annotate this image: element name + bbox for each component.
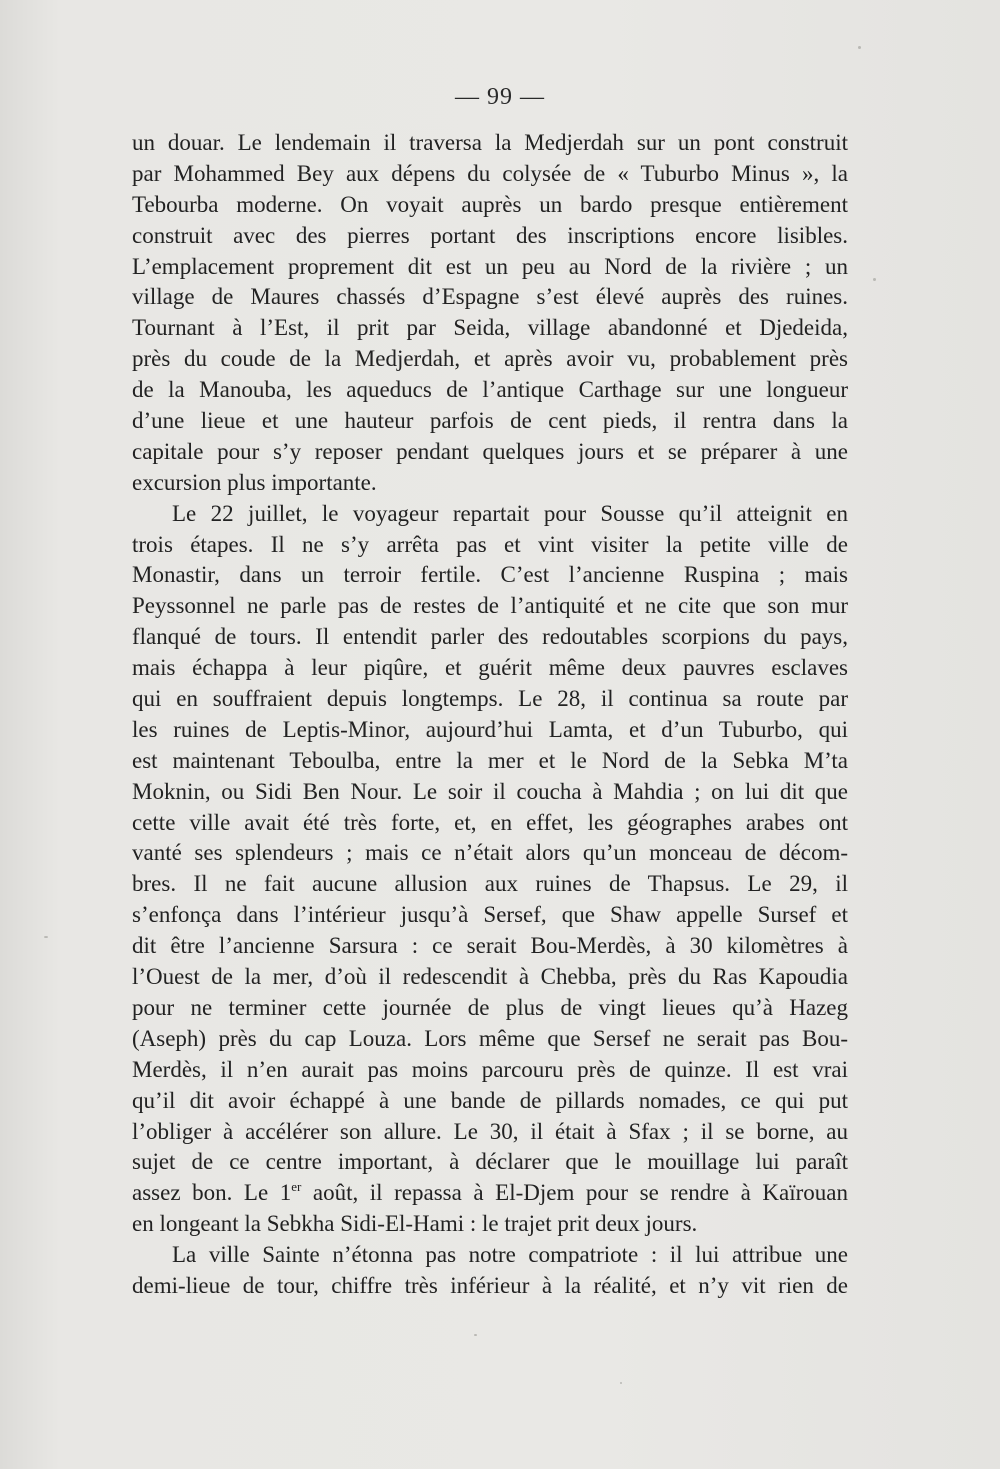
- text-line: Peyssonnel ne parle pas de restes de l’antiquité et ne cite que son mur: [132, 593, 848, 619]
- text-line: l’Ouest de la mer, d’où il redescendit à Chebba, près du Ras Kapoudia: [132, 964, 848, 990]
- text-line: mais échappa à leur piqûre, et guérit même deux pauvres esclaves: [132, 655, 848, 681]
- text-line: dit être l’ancienne Sarsura : ce serait Bou-Merdès, à 30 kilomètres à: [132, 933, 848, 959]
- text-line: les ruines de Leptis-Minor, aujourd’hui Lamta, et d’un Tuburbo, qui: [132, 716, 848, 742]
- paper-speck: [873, 278, 876, 281]
- text-line: [132, 1178, 848, 1209]
- text-line: qu’il dit avoir échappé à une bande de pillards nomades, ce qui put: [132, 1087, 848, 1113]
- text-line: qui en souffraient depuis longtemps. Le 28, il continua sa route par: [132, 686, 848, 712]
- text-line: trois étapes. Il ne s’y arrêta pas et vint visiter la petite ville de: [132, 531, 848, 557]
- text-line: demi-lieue de tour, chiffre très inférieur à la réalité, et n’y vit rien de: [132, 1272, 848, 1298]
- text-line: pour ne terminer cette journée de plus de vingt lieues qu’à Hazeg: [132, 994, 848, 1020]
- text-line: excursion plus importante.: [132, 469, 377, 495]
- text-line: Moknin, ou Sidi Ben Nour. Le soir il coucha à Mahdia ; on lui dit que: [132, 778, 848, 804]
- text-line: s’enfonça dans l’intérieur jusqu’à Sersef, que Shaw appelle Sursef et: [132, 902, 848, 928]
- text-line: capitale pour s’y reposer pendant quelques jours et se préparer à une: [132, 438, 848, 464]
- text-line: L’emplacement proprement dit est un peu au Nord de la rivière ; un: [132, 253, 848, 279]
- text-line: vanté ses splendeurs ; mais ce n’était alors qu’un monceau de décom-: [132, 840, 848, 866]
- text-line: par Mohammed Bey aux dépens du colysée de « Tuburbo Minus », la: [132, 160, 848, 186]
- text-line: Merdès, il n’en aurait pas moins parcouru près de quinze. Il est vrai: [132, 1056, 848, 1082]
- paper-speck: [44, 936, 48, 938]
- paper-speck: [620, 1382, 622, 1384]
- body-text: [132, 128, 848, 1302]
- text-segment: août, il repassa à El-Djem pour se rendre à Kaïrouan: [301, 1180, 848, 1206]
- text-line: Monastir, dans un terroir fertile. C’est l’ancienne Ruspina ; mais: [132, 562, 848, 588]
- text-line: l’obliger à accélérer son allure. Le 30, il était à Sfax ; il se borne, au: [132, 1118, 848, 1144]
- paper-speck: [474, 1334, 477, 1336]
- text-line: Tebourba moderne. On voyait auprès un bardo presque entièrement: [132, 191, 848, 217]
- superscript: er: [291, 1179, 302, 1195]
- text-line: bres. Il ne fait aucune allusion aux ruines de Thapsus. Le 29, il: [132, 871, 848, 897]
- text-line: est maintenant Teboulba, entre la mer et le Nord de la Sebka M’ta: [132, 747, 848, 773]
- text-line: d’une lieue et une hauteur parfois de cent pieds, il rentra dans la: [132, 408, 848, 434]
- text-line: Tournant à l’Est, il prit par Seida, village abandonné et Djedeida,: [132, 315, 848, 341]
- text-line: Le 22 juillet, le voyageur repartait pour Sousse qu’il atteignit en: [172, 500, 848, 526]
- text-line: La ville Sainte n’étonna pas notre compatriote : il lui attribue une: [172, 1242, 848, 1268]
- text-line: flanqué de tours. Il entendit parler des redoutables scorpions du pays,: [132, 624, 848, 650]
- text-line: sujet de ce centre important, à déclarer que le mouillage lui paraît: [132, 1149, 848, 1175]
- text-line: cette ville avait été très forte, et, en effet, les géographes arabes ont: [132, 809, 848, 835]
- page-number: — 99 —: [455, 84, 545, 110]
- text-line: en longeant la Sebkha Sidi-El-Hami : le trajet prit deux jours.: [132, 1211, 698, 1237]
- text-line: un douar. Le lendemain il traversa la Medjerdah sur un pont construit: [132, 130, 848, 155]
- text-line: (Aseph) près du cap Louza. Lors même que Sersef ne serait pas Bou-: [132, 1025, 848, 1051]
- text-line: construit avec des pierres portant des inscriptions encore lisibles.: [132, 222, 848, 248]
- text-segment: assez bon. Le 1: [132, 1180, 292, 1206]
- text-line: village de Maures chassés d’Espagne s’est élevé auprès des ruines.: [132, 284, 848, 310]
- text-line: de la Manouba, les aqueducs de l’antique Carthage sur une longueur: [132, 377, 848, 403]
- text-line: près du coude de la Medjerdah, et après avoir vu, probablement près: [132, 346, 848, 372]
- paper-speck: [858, 46, 861, 49]
